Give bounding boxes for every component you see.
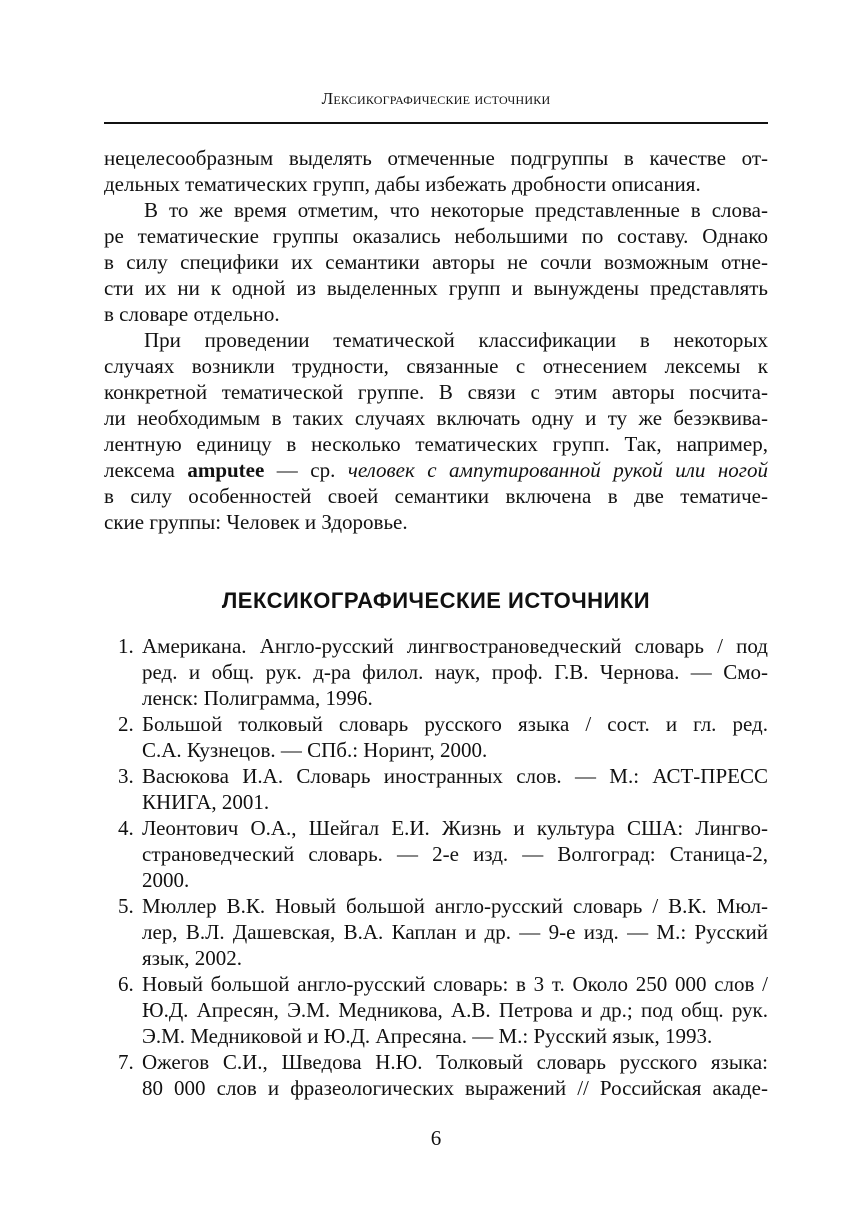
text-line: ские группы: Человек и Здоровье.: [104, 510, 408, 534]
text-line: лентную единицу в несколько тематических групп. Так, например,: [104, 432, 768, 456]
body-text: [104, 145, 768, 535]
reference-line: страноведческий словарь. — 2-е изд. — Волгоград: Станица-2,: [142, 842, 768, 866]
reference-line: Леонтович О.А., Шейгал Е.И. Жизнь и культура США: Лингво-: [142, 816, 768, 840]
text-line: в словаре отдельно.: [104, 302, 280, 326]
reference-line: С.А. Кузнецов. — СПб.: Норинт, 2000.: [142, 738, 488, 762]
reference-line: Большой толковый словарь русского языка / сост. и гл. ред.: [142, 712, 768, 736]
text-line: в силу особенностей своей семантики включена в две тематиче-: [104, 484, 768, 508]
section-title: ЛЕКСИКОГРАФИЧЕСКИЕ ИСТОЧНИКИ: [221, 588, 651, 613]
running-head: Лексикографические источники: [321, 89, 551, 108]
text-line: При проведении тематической классификации в некоторых: [144, 328, 768, 352]
reference-line: Э.М. Медниковой и Ю.Д. Апресяна. — М.: Русский язык, 1993.: [142, 1024, 713, 1048]
reference-item: [104, 971, 768, 1049]
text-line: дельных тематических групп, дабы избежать дробности описания.: [104, 172, 701, 196]
reference-item: [104, 763, 768, 815]
text-fragment: — ср.: [264, 458, 348, 482]
reference-line: Ю.Д. Апресян, Э.М. Медникова, А.В. Петрова и др.; под общ. рук.: [142, 998, 768, 1022]
page-number: 6: [430, 1126, 442, 1150]
reference-line: Васюкова И.А. Словарь иностранных слов. — М.: АСТ-ПРЕСС: [142, 764, 768, 788]
header-rule: [104, 122, 768, 124]
reference-item: [104, 893, 768, 971]
reference-item: [104, 633, 768, 711]
reference-number: 3.: [118, 764, 134, 788]
reference-line: КНИГА, 2001.: [142, 790, 270, 814]
reference-line: Мюллер В.К. Новый большой англо-русский словарь / В.К. Мюл-: [142, 894, 768, 918]
reference-number: 7.: [118, 1050, 134, 1074]
reference-line: Американа. Англо-русский лингвострановедческий словарь / под: [142, 634, 768, 658]
text-line: нецелесообразным выделять отмеченные подгруппы в качестве от-: [104, 146, 768, 170]
text-line: сти их ни к одной из выделенных групп и вынуждены представлять: [104, 276, 768, 300]
reference-item: [104, 1049, 768, 1101]
term-gloss: человек с ампутированной рукой или ногой: [347, 458, 768, 482]
reference-list: [104, 633, 768, 1101]
reference-number: 6.: [118, 972, 134, 996]
reference-line: Новый большой англо-русский словарь: в 3 т. Около 250 000 слов /: [142, 972, 768, 996]
reference-item: [104, 815, 768, 893]
reference-number: 4.: [118, 816, 134, 840]
reference-number: 1.: [118, 634, 134, 658]
reference-line: Ожегов С.И., Шведова Н.Ю. Толковый словарь русского языка:: [142, 1050, 768, 1074]
reference-line: 80 000 слов и фразеологических выражений // Российская акаде-: [142, 1076, 768, 1100]
paragraph-2: [104, 197, 768, 327]
text-fragment: лексема: [104, 458, 188, 482]
term-amputee: amputee: [187, 458, 265, 482]
text-line: конкретной тематической группе. В связи с этим авторы посчита-: [104, 380, 768, 404]
reference-number: 2.: [118, 712, 134, 736]
text-line-with-term: [104, 457, 768, 483]
reference-item: [104, 711, 768, 763]
reference-line: ред. и общ. рук. д-ра филол. наук, проф. Г.В. Чернова. — Смо-: [142, 660, 768, 684]
reference-line: 2000.: [142, 868, 190, 892]
text-line: ре тематические группы оказались небольшими по составу. Однако: [104, 224, 768, 248]
reference-number: 5.: [118, 894, 134, 918]
paragraph-3: [104, 327, 768, 535]
paragraph-1: [104, 145, 768, 197]
text-line: в силу специфики их семантики авторы не сочли возможным отне-: [104, 250, 768, 274]
reference-line: лер, В.Л. Дашевская, В.А. Каплан и др. — 9-е изд. — М.: Русский: [142, 920, 768, 944]
text-line: В то же время отметим, что некоторые представленные в слова-: [144, 198, 768, 222]
reference-line: ленск: Полиграмма, 1996.: [142, 686, 373, 710]
text-line: случаях возникли трудности, связанные с отнесением лексемы к: [104, 354, 768, 378]
reference-line: язык, 2002.: [142, 946, 243, 970]
text-line: ли необходимым в таких случаях включать одну и ту же безэквива-: [104, 406, 768, 430]
page: [104, 0, 768, 1211]
